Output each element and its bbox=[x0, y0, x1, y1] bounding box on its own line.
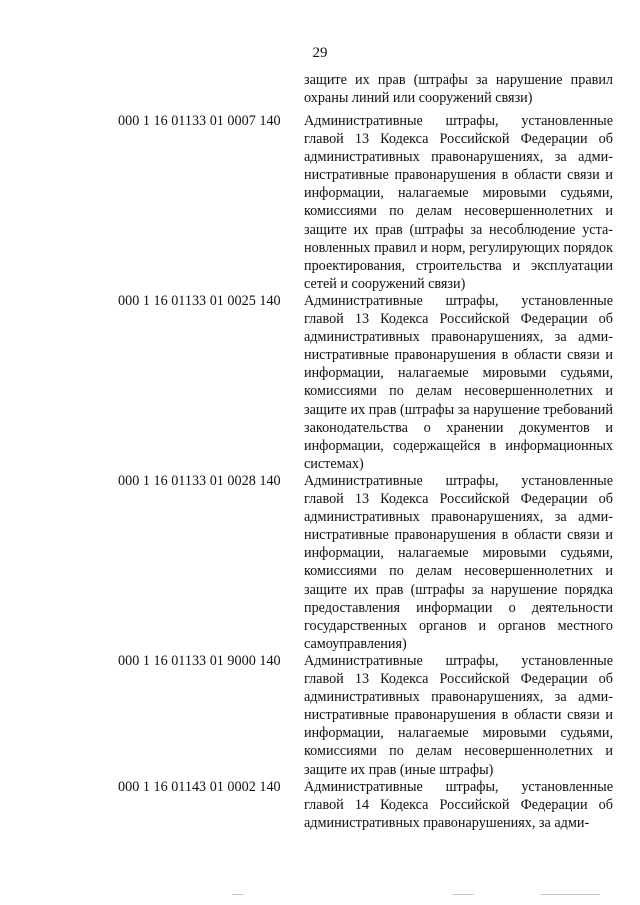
continuation-text: защите их прав (штрафы за нарушение правил охраны линий или сооружений связи) bbox=[304, 72, 613, 107]
budget-code: 000 1 16 01143 01 0002 140 bbox=[118, 779, 281, 795]
scan-artifact bbox=[452, 894, 474, 895]
scan-artifact bbox=[232, 894, 244, 895]
fine-description: Административные штрафы, установленные главой 13 Кодекса Российской Федерации об административных правонарушениях, за административные правонарушения в области связи и информации, налагаемые мировыми судьями, комиссиями по делам несовершеннолетних и защите их прав (иные штрафы) bbox=[304, 653, 613, 778]
fine-description: Административные штрафы, установленные главой 14 Кодекса Российской Федерации об административных правонарушениях, за адми- bbox=[304, 779, 613, 832]
scan-artifact bbox=[540, 894, 600, 895]
budget-code: 000 1 16 01133 01 9000 140 bbox=[118, 653, 281, 669]
page-number: 29 bbox=[312, 45, 328, 61]
fine-description: Административные штрафы, установленные главой 13 Кодекса Российской Федерации об административных правонарушениях, за административные правонарушения в области связи и информации, налагаемые мировыми судьями, комиссиями по делам несовершеннолетних и защите их прав (штрафы за нарушение требований законодательства о хранении документов и информации, содержащейся в информационных системах) bbox=[304, 293, 613, 472]
budget-code: 000 1 16 01133 01 0028 140 bbox=[118, 473, 281, 489]
budget-code: 000 1 16 01133 01 0025 140 bbox=[118, 293, 281, 309]
fine-description: Административные штрафы, установленные главой 13 Кодекса Российской Федерации об административных правонарушениях, за административные правонарушения в области связи и информации, налагаемые мировыми судьями, комиссиями по делам несовершеннолетних и защите их прав (штрафы за несоблюдение установленных правил и норм, регулирующих порядок проектирования, строительства и эксплуатации сетей и сооружений связи) bbox=[304, 113, 613, 292]
budget-code: 000 1 16 01133 01 0007 140 bbox=[118, 113, 281, 129]
fine-description: Административные штрафы, установленные главой 13 Кодекса Российской Федерации об административных правонарушениях, за административные правонарушения в области связи и информации, налагаемые мировыми судьями, комиссиями по делам несовершеннолетних и защите их прав (штрафы за нарушение порядка предоставления информации о деятельности государственных органов и органов местного самоуправления) bbox=[304, 473, 613, 652]
